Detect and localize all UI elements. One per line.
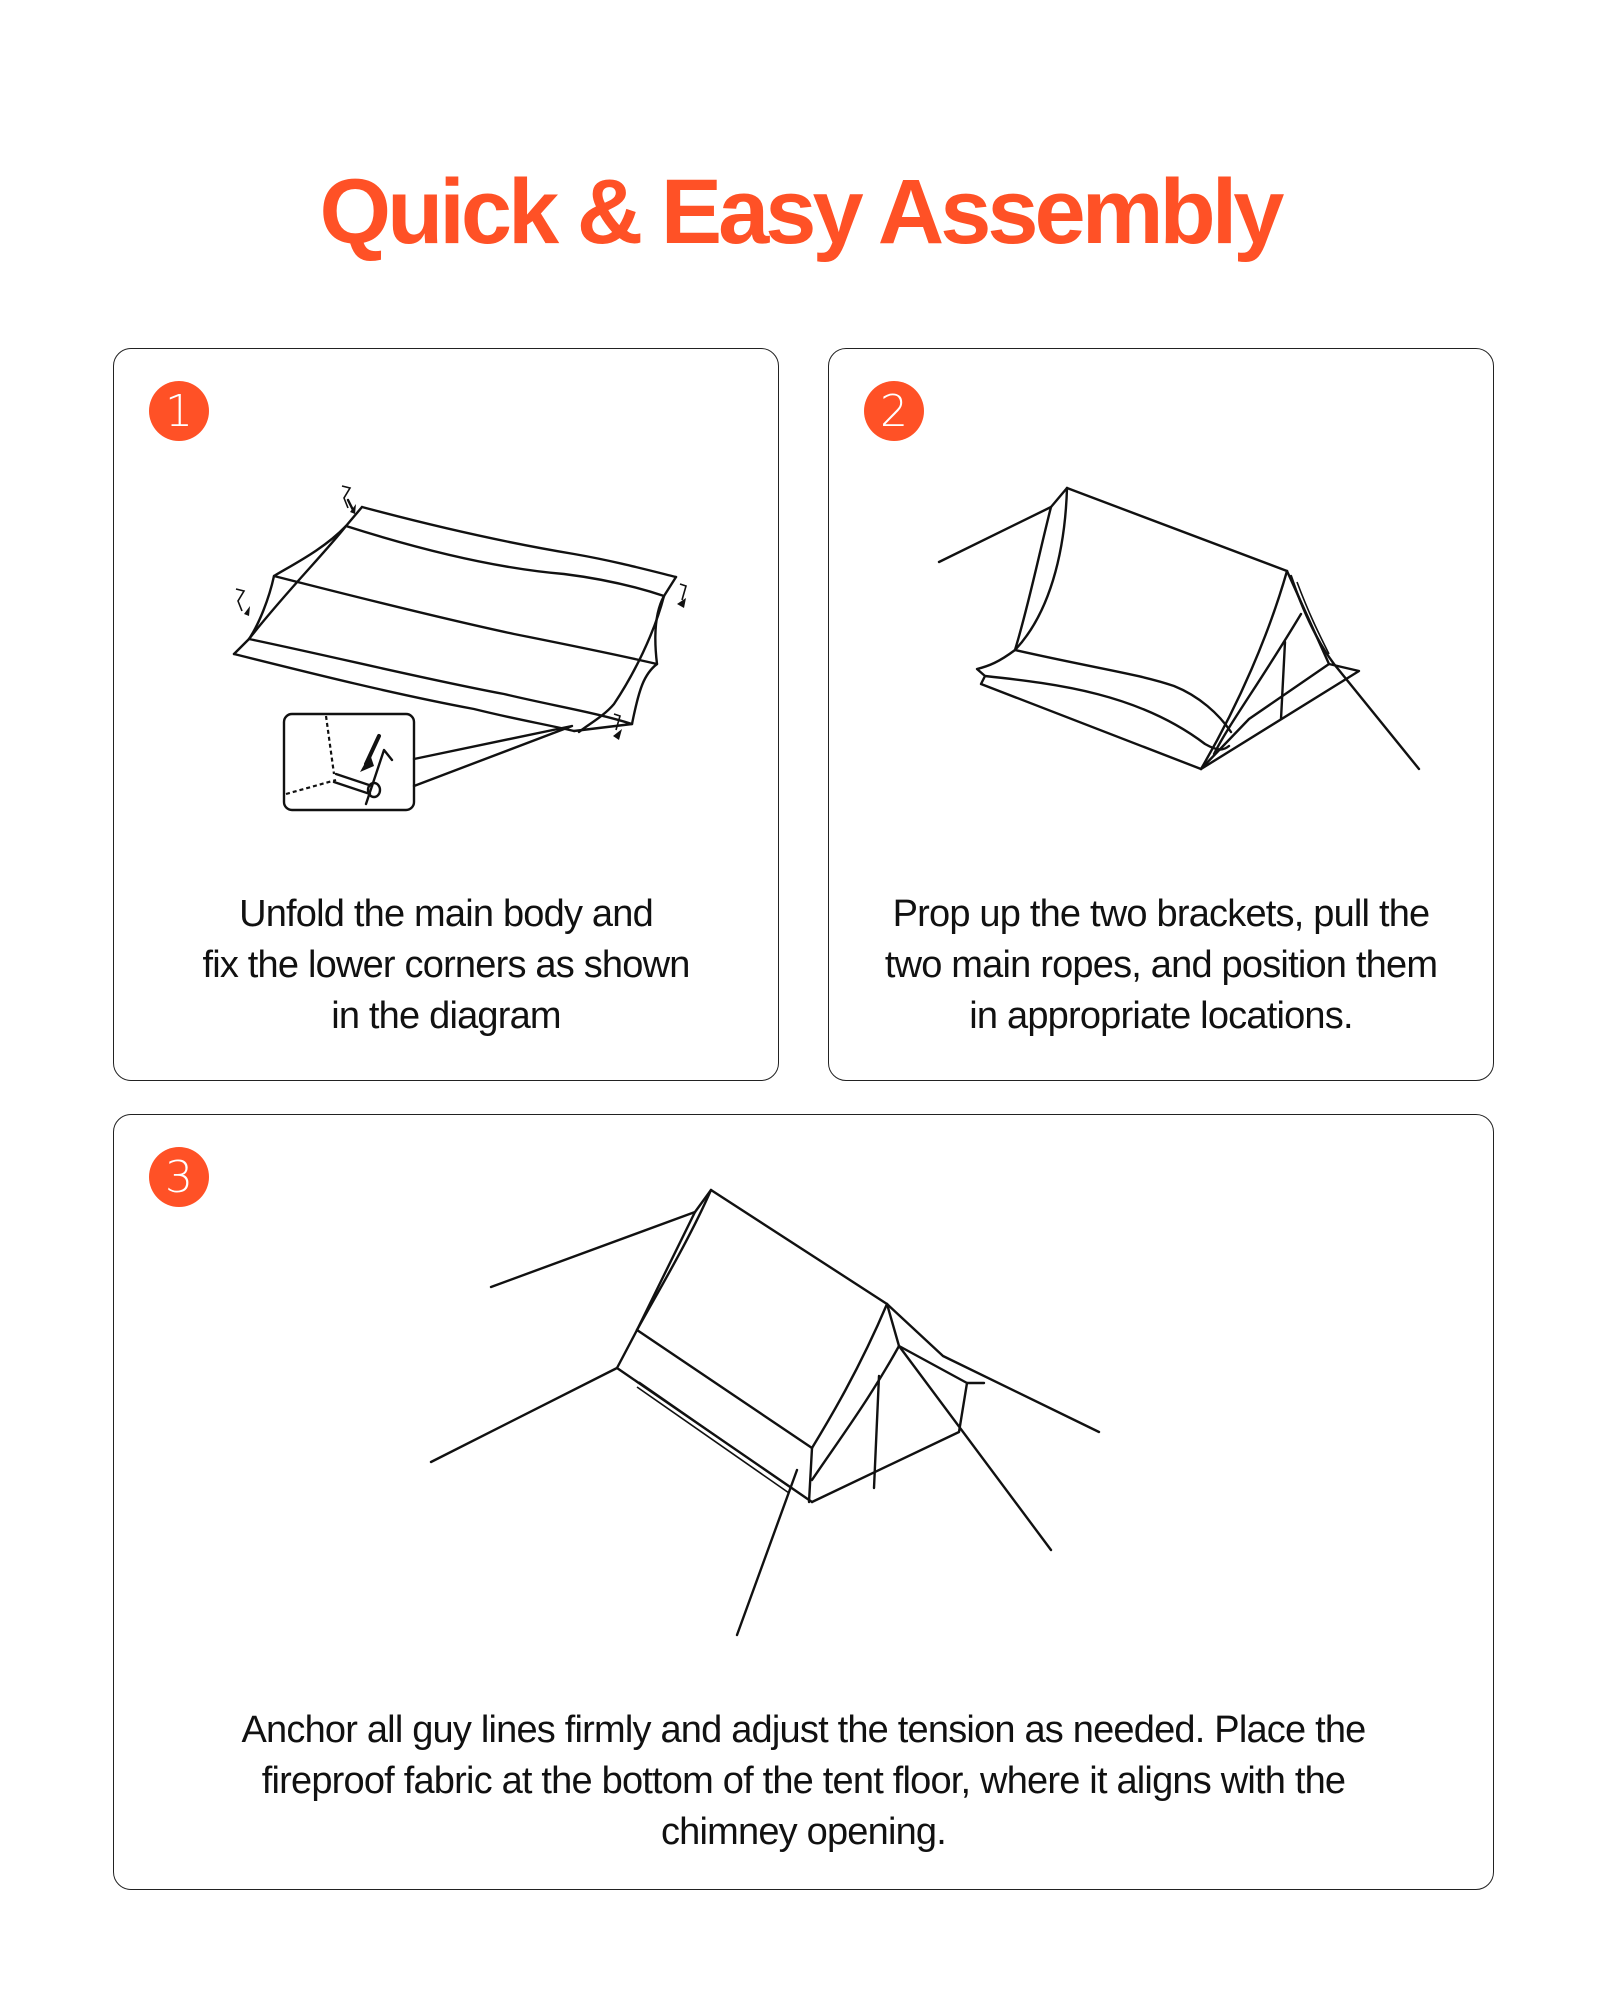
- pitched-tent-illustration-icon: [419, 1170, 1249, 1670]
- propped-tent-illustration-icon: [919, 464, 1439, 804]
- step-number: 3: [165, 1151, 193, 1203]
- step-card-3: [113, 1114, 1494, 1890]
- step-card-1: [113, 348, 779, 1081]
- step-description: Prop up the two brackets, pull the two main ropes, and position them in appropriate locations.: [884, 893, 1438, 1037]
- step-description: Unfold the main body and fix the lower corners as shown in the diagram: [202, 893, 690, 1037]
- step-description: Anchor all guy lines firmly and adjust the tension as needed. Place the fireproof fabric at the bottom of the tent floor, where it aligns with the chimney opening.: [241, 1709, 1366, 1853]
- step-number-badge: [149, 381, 209, 441]
- unfold-tent-illustration-icon: [214, 474, 694, 824]
- step-number: 1: [165, 385, 193, 437]
- step-number-badge: [149, 1147, 209, 1207]
- step-card-2: [828, 348, 1494, 1081]
- step-number-badge: [864, 381, 924, 441]
- page-title: Quick & Easy Assembly: [319, 161, 1281, 263]
- step-number: 2: [880, 385, 908, 437]
